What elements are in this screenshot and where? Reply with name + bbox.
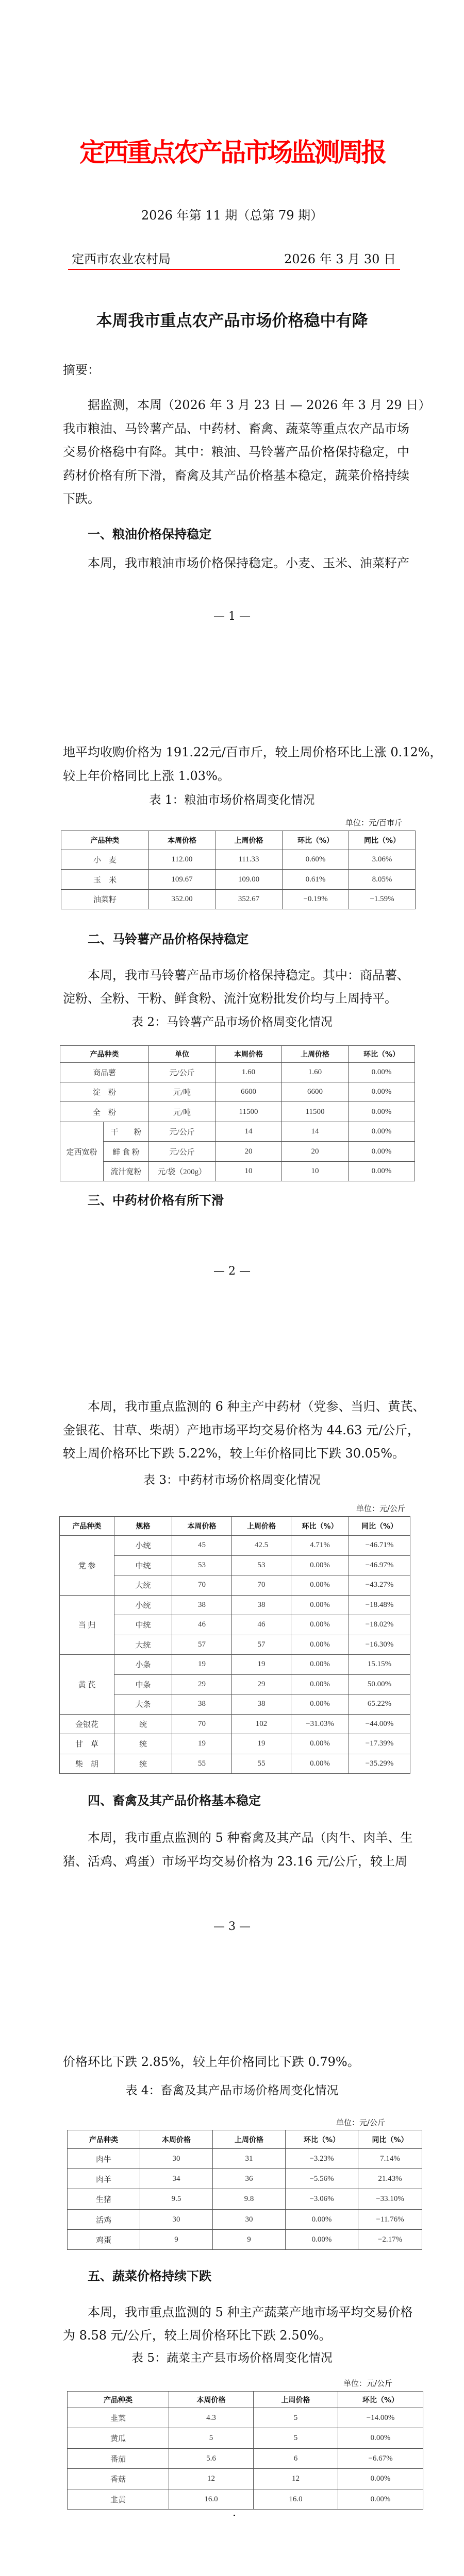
column-header: 本周价格 [169, 2392, 254, 2408]
group-label: 当 归 [60, 1595, 114, 1655]
cell: 12 [254, 2469, 338, 2489]
table-row [60, 1595, 410, 1615]
stray-dot [234, 2515, 235, 2516]
cell: 0.00% [291, 1555, 349, 1575]
column-header: 本周价格 [140, 2130, 213, 2149]
table-potato-prices [60, 1045, 415, 1181]
cell: 111.33 [216, 850, 283, 870]
cell: 38 [172, 1595, 232, 1615]
cell: 0.00% [291, 1655, 349, 1675]
section5-line: 为 8.58 元/公斤，较上周价格环比下跌 2.50%。 [63, 2328, 332, 2343]
cell: 70 [232, 1575, 291, 1596]
table-row [60, 1536, 410, 1556]
cell: 55 [232, 1754, 291, 1774]
cell: 4.71% [291, 1536, 349, 1556]
column-header: 环比（%） [349, 1046, 415, 1063]
cell: 0.00% [291, 1754, 349, 1774]
cell: 53 [232, 1555, 291, 1575]
cell: 甘 草 [60, 1734, 114, 1754]
table3-unit: 单位：元/公斤 [356, 1504, 405, 1513]
cell: 元/袋（200g） [149, 1162, 216, 1181]
cell: 0.00% [291, 1635, 349, 1655]
cell: 大条 [114, 1694, 172, 1715]
table-row [68, 2210, 422, 2230]
table-row [60, 1082, 415, 1102]
table-row [68, 2489, 423, 2510]
cell: 12 [169, 2469, 254, 2489]
cell: 9.8 [213, 2189, 286, 2210]
cell: 38 [232, 1595, 291, 1615]
cell: 5.6 [169, 2449, 254, 2469]
cell: 70 [172, 1575, 232, 1596]
cell: 46 [172, 1615, 232, 1635]
section5-line: 本周，我市重点监测的 5 种主产蔬菜产地市场平均交易价格 [88, 2305, 413, 2319]
cell: 109.00 [216, 870, 283, 890]
cell: 统 [114, 1754, 172, 1774]
cell: 8.05% [349, 870, 416, 890]
cell: 10 [282, 1162, 349, 1181]
cell: 38 [232, 1694, 291, 1715]
column-header: 产品种类 [60, 1517, 114, 1536]
table-grain-oil-prices [61, 831, 416, 909]
section-heading-livestock: 四、畜禽及其产品价格基本稳定 [88, 1793, 261, 1808]
cell: 46 [232, 1615, 291, 1635]
table5-caption: 表 5：蔬菜主产县市场价格周变化情况 [131, 2351, 333, 2365]
column-header: 上周价格 [213, 2130, 286, 2149]
cell: 商品薯 [60, 1063, 149, 1082]
section1-line: 本周，我市粮油市场价格保持稳定。小麦、玉米、油菜籽产 [88, 556, 409, 570]
cell: 45 [172, 1536, 232, 1556]
cell: 30 [140, 2149, 213, 2169]
cell: 全 粉 [60, 1102, 149, 1122]
cell: −5.56% [286, 2169, 358, 2189]
column-header: 本周价格 [172, 1517, 232, 1536]
cell: 0.00% [349, 1162, 415, 1181]
table1-caption: 表 1：粮油市场价格周变化情况 [149, 793, 315, 807]
cell: 3.06% [349, 850, 416, 870]
cell: 中统 [114, 1615, 172, 1635]
column-header: 规格 [114, 1517, 172, 1536]
cell: 0.60% [283, 850, 349, 870]
cell: −2.17% [358, 2230, 422, 2250]
section-heading-potato: 二、马铃薯产品价格保持稳定 [88, 932, 248, 946]
cell: 金银花 [60, 1714, 114, 1734]
masthead-title: 定西重点农产品市场监测周报 [79, 137, 385, 167]
cell: −46.97% [349, 1555, 410, 1575]
cell: 19 [232, 1655, 291, 1675]
cell: −3.06% [286, 2189, 358, 2210]
cell: 鸡蛋 [68, 2230, 140, 2250]
cell: 42.5 [232, 1536, 291, 1556]
cell: 29 [172, 1674, 232, 1694]
table-row [60, 1754, 410, 1774]
section1-line: 较上年价格同比上涨 1.03%。 [63, 769, 230, 783]
cell: 19 [172, 1734, 232, 1754]
cell: 15.15% [349, 1655, 410, 1675]
cell: −33.10% [358, 2189, 422, 2210]
column-header: 本周价格 [149, 831, 216, 850]
table-row [68, 2428, 423, 2449]
summary-line: 下跌。 [63, 492, 100, 506]
cell: 9 [140, 2230, 213, 2250]
cell: 0.00% [291, 1694, 349, 1715]
column-header: 单位 [149, 1046, 216, 1063]
cell: 小 麦 [61, 850, 149, 870]
summary-line: 据监测，本周（2026 年 3 月 23 日 — 2026 年 3 月 29 日） [88, 398, 431, 412]
cell: 元/公斤 [149, 1142, 216, 1162]
cell: 大统 [114, 1575, 172, 1596]
cell: −0.19% [283, 890, 349, 909]
cell: −6.67% [338, 2449, 423, 2469]
cell: 0.00% [286, 2210, 358, 2230]
column-header: 产品种类 [68, 2392, 169, 2408]
column-header: 环比（%） [286, 2130, 358, 2149]
cell: 1.60 [282, 1063, 349, 1082]
group-label: 黄 芪 [60, 1655, 114, 1715]
cell: 21.43% [358, 2169, 422, 2189]
cell: 5 [254, 2428, 338, 2449]
cell: 352.67 [216, 890, 283, 909]
cell: 0.00% [286, 2230, 358, 2250]
report-headline: 本周我市重点农产品市场价格稳中有降 [96, 312, 368, 330]
cell: −18.48% [349, 1595, 410, 1615]
table-row [68, 2230, 422, 2250]
cell: 香菇 [68, 2469, 169, 2489]
table-row [60, 1142, 415, 1162]
table-livestock-prices [67, 2130, 422, 2250]
cell: 20 [282, 1142, 349, 1162]
column-header: 同比（%） [349, 831, 416, 850]
cell: 0.00% [338, 2469, 423, 2489]
cell: 干 粉 [104, 1122, 149, 1142]
table-row [60, 1655, 410, 1675]
cell: 109.67 [149, 870, 216, 890]
cell: 34 [140, 2169, 213, 2189]
cell: 6600 [216, 1082, 282, 1102]
cell: 36 [213, 2169, 286, 2189]
column-header: 环比（%） [338, 2392, 423, 2408]
cell: 5 [254, 2408, 338, 2428]
cell: 30 [140, 2210, 213, 2230]
cell: 38 [172, 1694, 232, 1715]
cell: 57 [232, 1635, 291, 1655]
cell: 30 [213, 2210, 286, 2230]
cell: 0.00% [291, 1615, 349, 1635]
cell: 番茄 [68, 2449, 169, 2469]
cell: 鲜 食 粉 [104, 1142, 149, 1162]
column-header: 产品种类 [61, 831, 149, 850]
table-medicinal-prices [59, 1516, 410, 1774]
cell: 小统 [114, 1595, 172, 1615]
table-row [68, 2149, 422, 2169]
cell: 0.00% [291, 1575, 349, 1596]
section4-line: 价格环比下跌 2.85%，较上年价格同比下跌 0.79%。 [63, 2055, 360, 2069]
cell: 元/公斤 [149, 1122, 216, 1142]
column-header: 上周价格 [232, 1517, 291, 1536]
cell: 102 [232, 1714, 291, 1734]
cell: 65.22% [349, 1694, 410, 1715]
cell: 元/吨 [149, 1082, 216, 1102]
summary-line: 交易价格稳中有降。其中：粮油、马铃薯产品价格保持稳定，中 [63, 445, 409, 459]
column-header: 同比（%） [349, 1517, 410, 1536]
cell: 53 [172, 1555, 232, 1575]
cell: 元/公斤 [149, 1063, 216, 1082]
cell: 9.5 [140, 2189, 213, 2210]
section-heading-grain-oil: 一、粮油价格保持稳定 [88, 527, 211, 541]
cell: −16.30% [349, 1635, 410, 1655]
section4-line: 本周，我市重点监测的 5 种畜禽及其产品（肉牛、肉羊、生 [88, 1831, 413, 1845]
cell: 0.00% [349, 1122, 415, 1142]
cell: 统 [114, 1734, 172, 1754]
cell: 6 [254, 2449, 338, 2469]
cell: 20 [216, 1142, 282, 1162]
cell: 6600 [282, 1082, 349, 1102]
table-row [68, 2189, 422, 2210]
cell: 肉牛 [68, 2149, 140, 2169]
cell: 112.00 [149, 850, 216, 870]
masthead-red-rule [68, 269, 400, 270]
cell: 352.00 [149, 890, 216, 909]
table5-unit: 单位：元/公斤 [343, 2379, 392, 2388]
column-header: 环比（%） [283, 831, 349, 850]
cell: 0.00% [291, 1595, 349, 1615]
cell: 肉羊 [68, 2169, 140, 2189]
table-row [60, 1102, 415, 1122]
summary-label: 摘要： [63, 363, 100, 377]
page-number: — 3 — [213, 1920, 251, 1933]
summary-line: 药材价格有所下滑，畜禽及其产品价格基本稳定，蔬菜价格持续 [63, 468, 409, 483]
column-header: 本周价格 [216, 1046, 282, 1063]
table2-caption: 表 2：马铃薯产品市场价格周变化情况 [131, 1015, 333, 1029]
table-row [61, 870, 416, 890]
table-row [61, 850, 416, 870]
cell: 淀 粉 [60, 1082, 149, 1102]
cell: 生猪 [68, 2189, 140, 2210]
group-label: 党 参 [60, 1536, 114, 1596]
issuing-organization: 定西市农业农村局 [72, 252, 171, 266]
cell: 11500 [216, 1102, 282, 1122]
cell: 0.00% [349, 1102, 415, 1122]
cell: −3.23% [286, 2149, 358, 2169]
cell: 元/吨 [149, 1102, 216, 1122]
cell: 16.0 [254, 2489, 338, 2510]
cell: 57 [172, 1635, 232, 1655]
cell: 大统 [114, 1635, 172, 1655]
table-row [68, 2169, 422, 2189]
cell: 14 [216, 1122, 282, 1142]
section3-line: 较上周价格环比下跌 5.22%，较上年价格同比下跌 30.05%。 [63, 1446, 405, 1461]
column-header: 同比（%） [358, 2130, 422, 2149]
cell: 黄瓜 [68, 2428, 169, 2449]
section-heading-vegetables: 五、蔬菜价格持续下跌 [88, 2269, 211, 2283]
cell: 16.0 [169, 2489, 254, 2510]
column-header: 产品种类 [60, 1046, 149, 1063]
issue-date: 2026 年 3 月 30 日 [284, 252, 396, 266]
cell: −44.00% [349, 1714, 410, 1734]
summary-line: 我市粮油、马铃薯产品、中药材、畜禽、蔬菜等重点农产品市场 [63, 421, 409, 436]
cell: 活鸡 [68, 2210, 140, 2230]
cell: 29 [232, 1674, 291, 1694]
cell: −35.29% [349, 1754, 410, 1774]
cell: 50.00% [349, 1674, 410, 1694]
section2-line: 本周，我市马铃薯产品市场价格保持稳定。其中：商品薯、 [88, 968, 409, 982]
cell: 统 [114, 1714, 172, 1734]
column-header: 环比（%） [291, 1517, 349, 1536]
cell: −17.39% [349, 1734, 410, 1754]
column-header: 上周价格 [216, 831, 283, 850]
cell: 31 [213, 2149, 286, 2169]
cell: 10 [216, 1162, 282, 1181]
cell: 中条 [114, 1674, 172, 1694]
table-row [60, 1122, 415, 1142]
table1-unit: 单位：元/百市斤 [345, 818, 402, 827]
cell: 韭菜 [68, 2408, 169, 2428]
cell: −14.00% [338, 2408, 423, 2428]
cell: 4.3 [169, 2408, 254, 2428]
cell: 11500 [282, 1102, 349, 1122]
table-row [60, 1734, 410, 1754]
section3-line: 金银花、甘草、柴胡）产地市场平均交易价格为 44.63 元/公斤， [63, 1423, 420, 1437]
cell: 韭黄 [68, 2489, 169, 2510]
cell: −1.59% [349, 890, 416, 909]
section2-line: 淀粉、全粉、干粉、鲜食粉、流汁宽粉批发价均与上周持平。 [63, 991, 397, 1006]
cell: 0.61% [283, 870, 349, 890]
cell: 7.14% [358, 2149, 422, 2169]
table-row [60, 1714, 410, 1734]
cell: 19 [232, 1734, 291, 1754]
cell: 0.00% [349, 1063, 415, 1082]
cell: 流汁宽粉 [104, 1162, 149, 1181]
issue-number: 2026 年第 11 期（总第 79 期） [141, 208, 323, 223]
table-vegetable-prices [67, 2391, 423, 2510]
cell: −11.76% [358, 2210, 422, 2230]
cell: 0.00% [291, 1734, 349, 1754]
cell: −18.02% [349, 1615, 410, 1635]
cell: 玉 米 [61, 870, 149, 890]
page-number: — 2 — [213, 1265, 251, 1278]
table-row [68, 2469, 423, 2489]
cell: 19 [172, 1655, 232, 1675]
cell: −43.27% [349, 1575, 410, 1596]
cell: 5 [169, 2428, 254, 2449]
cell: 柴 胡 [60, 1754, 114, 1774]
cell: 小条 [114, 1655, 172, 1675]
cell: −46.71% [349, 1536, 410, 1556]
cell: 0.00% [349, 1142, 415, 1162]
table4-caption: 表 4：畜禽及其产品市场价格周变化情况 [125, 2084, 339, 2097]
cell: 0.00% [349, 1082, 415, 1102]
cell: 小统 [114, 1536, 172, 1556]
cell: 9 [213, 2230, 286, 2250]
page-number: — 1 — [213, 610, 251, 623]
cell: 55 [172, 1754, 232, 1774]
table-row [68, 2408, 423, 2428]
cell: 0.00% [338, 2489, 423, 2510]
section-heading-medicinal: 三、中药材价格有所下滑 [88, 1193, 224, 1208]
table-row [68, 2449, 423, 2469]
cell: −31.03% [291, 1714, 349, 1734]
section1-line: 地平均收购价格为 191.22元/百市斤，较上周价格环比上涨 0.12%， [63, 745, 442, 759]
table4-unit: 单位：元/公斤 [336, 2118, 385, 2127]
column-header: 上周价格 [282, 1046, 349, 1063]
cell: 1.60 [216, 1063, 282, 1082]
cell: 0.00% [338, 2428, 423, 2449]
cell: 中统 [114, 1555, 172, 1575]
column-header: 上周价格 [254, 2392, 338, 2408]
table-row [60, 1063, 415, 1082]
table-row [60, 1162, 415, 1181]
cell: 油菜籽 [61, 890, 149, 909]
cell: 70 [172, 1714, 232, 1734]
column-header: 产品种类 [68, 2130, 140, 2149]
cell: 0.00% [291, 1674, 349, 1694]
section4-line: 猪、活鸡、鸡蛋）市场平均交易价格为 23.16 元/公斤，较上周 [63, 1854, 408, 1869]
group-label: 定西宽粉 [60, 1122, 104, 1181]
table3-caption: 表 3：中药材市场价格周变化情况 [143, 1473, 321, 1487]
section3-line: 本周，我市重点监测的 6 种主产中药材（党参、当归、黄芪、 [88, 1399, 425, 1414]
table-row [61, 890, 416, 909]
cell: 14 [282, 1122, 349, 1142]
